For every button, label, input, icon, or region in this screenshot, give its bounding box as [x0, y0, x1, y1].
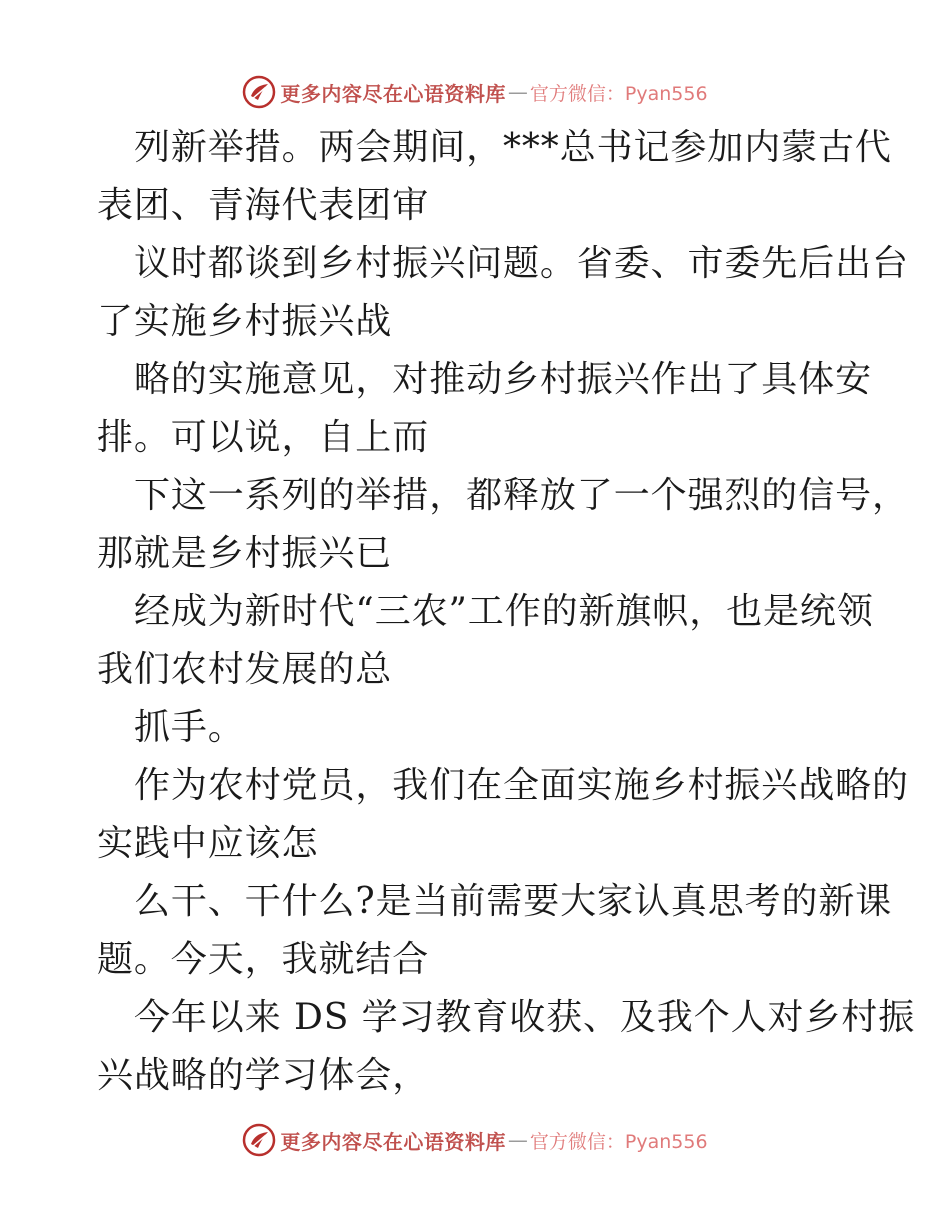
text-line: 了实施乡村振兴战	[97, 301, 393, 342]
footer-site-name: 更多内容尽在心语资料库	[280, 1129, 506, 1154]
text-line: 略的实施意见，对推动乡村振兴作出了具体安	[134, 359, 873, 400]
text-line: 我们农村发展的总	[97, 649, 393, 690]
text-line: 实践中应该怎	[97, 823, 319, 864]
text-line: 列新举措。两会期间，***总书记参加内蒙古代	[134, 127, 892, 168]
text-line: 抓手。	[134, 707, 245, 748]
text-line: 那就是乡村振兴已	[97, 533, 393, 574]
text-line: 作为农村党员，我们在全面实施乡村振兴战略的	[134, 765, 909, 806]
text-line: 经成为新时代“三农”工作的新旗帜，也是统领	[134, 591, 874, 632]
header-separator: —	[507, 80, 528, 104]
text-line: 排。可以说，自上而	[97, 417, 430, 458]
text-line: 表团、青海代表团审	[97, 185, 430, 226]
text-line: 今年以来 DS 学习教育收获、及我个人对乡村振	[134, 997, 916, 1038]
book-logo-icon	[242, 1123, 276, 1157]
text-line: 么干、干什么?是当前需要大家认真思考的新课	[134, 881, 893, 922]
text-line: 下这一系列的举措，都释放了一个强烈的信号，	[134, 475, 909, 516]
footer-separator: —	[507, 1128, 528, 1152]
footer-watermark	[0, 1120, 950, 1160]
text-line: 题。今天，我就结合	[97, 939, 430, 980]
header-wechat: 官方微信：Pyan556	[529, 82, 708, 105]
header-site-name: 更多内容尽在心语资料库	[280, 81, 506, 106]
text-line: 议时都谈到乡村振兴问题。省委、市委先后出台	[134, 243, 909, 284]
text-line: 兴战略的学习体会，	[97, 1055, 430, 1096]
footer-wechat: 官方微信：Pyan556	[529, 1130, 708, 1153]
